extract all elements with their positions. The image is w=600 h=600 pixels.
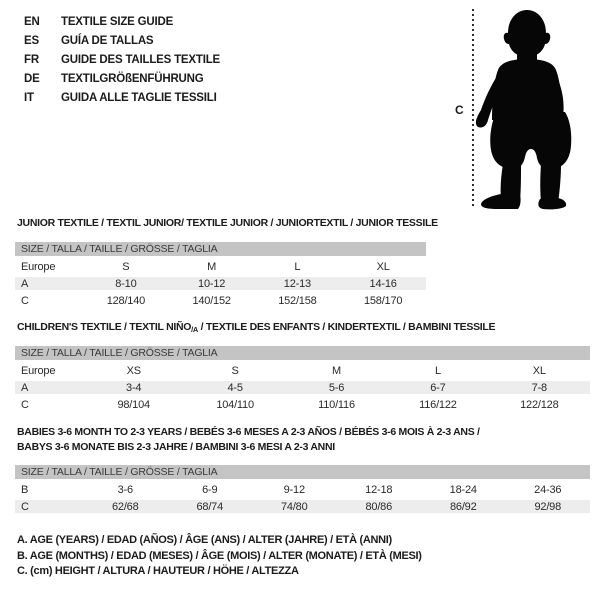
height-measure-label: C <box>455 103 464 117</box>
age-cell: 10-12 <box>198 277 226 290</box>
lang-row-it <box>24 89 220 108</box>
table-row-europe <box>15 260 426 273</box>
size-cell: XL <box>376 260 390 273</box>
height-cell: 122/128 <box>520 398 559 411</box>
lang-row-es <box>24 32 220 51</box>
age-cell: 7-8 <box>531 381 547 394</box>
row-label: A <box>21 277 29 290</box>
size-cell: S <box>231 364 239 377</box>
size-header-bar: SIZE / TALLA / TAILLE / GRÖSSE / TAGLIA <box>15 346 590 360</box>
age-cell: 18-24 <box>449 483 477 496</box>
row-label: C <box>21 294 29 307</box>
height-cell: 104/110 <box>216 398 254 411</box>
babies-size-table <box>15 465 590 517</box>
lang-code: IT <box>24 92 34 104</box>
children-title-pre: CHILDREN'S TEXTILE / TEXTIL NIÑO <box>17 321 192 333</box>
height-cell: 74/80 <box>280 500 308 513</box>
height-cell: 110/116 <box>318 398 355 411</box>
legend-line-a: A. AGE (YEARS) / EDAD (AÑOS) / ÂGE (ANS) / ALTER (JAHRE) / ETÀ (ANNI) <box>17 534 392 546</box>
height-cell: 68/74 <box>196 500 224 513</box>
size-cell: L <box>434 364 441 377</box>
row-label: Europe <box>21 260 56 273</box>
age-cell: 3-6 <box>117 483 133 496</box>
lang-code: DE <box>24 73 40 85</box>
row-label: B <box>21 483 29 496</box>
legend-line-b: B. AGE (MONTHS) / EDAD (MESES) / ÂGE (MOIS) / ALTER (MONATE) / ETÀ (MESI) <box>17 549 422 562</box>
row-label: Europe <box>21 364 56 377</box>
children-section-title <box>17 321 495 334</box>
size-cell: M <box>207 260 217 273</box>
row-label: C <box>21 398 29 411</box>
size-cell: XL <box>532 364 546 377</box>
row-label: C <box>21 500 29 513</box>
legend <box>17 533 422 580</box>
language-title-list <box>24 13 220 108</box>
lang-title: GUIDA ALLE TAGLIE TESSILI <box>61 92 217 104</box>
babies-section-title-line1: BABIES 3-6 MONTH TO 2-3 YEARS / BEBÉS 3-6 MESES A 2-3 AÑOS / BÉBÉS 3-6 MOIS À 2-3 ANS / <box>17 426 480 438</box>
height-cell: 98/104 <box>117 398 150 411</box>
children-title-sub: /A <box>191 325 199 334</box>
children-title-post: / TEXTILE DES ENFANTS / KINDERTEXTIL / BAMBINI TESSILE <box>198 321 496 333</box>
junior-size-table <box>15 242 426 311</box>
height-cell: 140/152 <box>192 294 231 307</box>
age-cell: 14-16 <box>369 277 397 290</box>
lang-row-fr <box>24 51 220 70</box>
table-row-age <box>15 277 426 290</box>
age-cell: 3-4 <box>126 381 142 394</box>
row-label: A <box>21 381 29 394</box>
lang-title: GUÍA DE TALLAS <box>61 35 154 47</box>
junior-section-title: JUNIOR TEXTILE / TEXTIL JUNIOR/ TEXTILE JUNIOR / JUNIORTEXTIL / JUNIOR TESSILE <box>17 217 438 229</box>
baby-silhouette-icon <box>468 8 595 210</box>
height-cell: 116/122 <box>419 398 457 411</box>
size-cell: S <box>122 260 130 273</box>
height-cell: 86/92 <box>449 500 477 513</box>
size-cell: M <box>332 364 341 377</box>
lang-title: TEXTILGRÖßENFÜHRUNG <box>61 73 204 85</box>
lang-code: FR <box>24 54 39 66</box>
height-cell: 80/86 <box>365 500 393 513</box>
lang-title: GUIDE DES TAILLES TEXTILE <box>61 54 220 66</box>
age-cell: 9-12 <box>283 483 305 496</box>
age-cell: 6-9 <box>202 483 218 496</box>
height-cell: 152/158 <box>278 294 317 307</box>
size-header-bar: SIZE / TALLA / TAILLE / GRÖSSE / TAGLIA <box>15 242 426 256</box>
lang-code: ES <box>24 35 39 47</box>
table-row-height <box>15 294 426 307</box>
table-row-age <box>15 381 590 394</box>
size-cell: XS <box>126 364 141 377</box>
table-row-height <box>15 398 590 411</box>
size-cell: L <box>294 260 301 273</box>
age-cell: 4-5 <box>227 381 243 394</box>
table-row-age-months <box>15 483 590 496</box>
babies-section-title-line2: BABYS 3-6 MONATE BIS 2-3 JAHRE / BAMBINI 3-6 MESI A 2-3 ANNI <box>17 441 335 453</box>
height-cell: 62/68 <box>111 500 139 513</box>
age-cell: 6-7 <box>430 381 446 394</box>
height-cell: 128/140 <box>106 294 146 307</box>
lang-title: TEXTILE SIZE GUIDE <box>61 16 174 28</box>
lang-row-en <box>24 13 220 32</box>
lang-row-de <box>24 70 220 89</box>
children-size-table <box>15 346 590 415</box>
height-cell: 92/98 <box>534 500 562 513</box>
table-row-height <box>15 500 590 513</box>
size-header-bar: SIZE / TALLA / TAILLE / GRÖSSE / TAGLIA <box>15 465 590 479</box>
table-row-europe <box>15 364 590 377</box>
age-cell: 12-13 <box>283 277 311 290</box>
legend-line-c: C. (cm) HEIGHT / ALTURA / HAUTEUR / HÖHE / ALTEZZA <box>17 565 299 577</box>
age-cell: 5-6 <box>328 381 345 394</box>
age-cell: 24-36 <box>534 483 562 496</box>
lang-code: EN <box>24 16 40 28</box>
height-cell: 158/170 <box>363 294 403 307</box>
age-cell: 12-18 <box>365 483 393 496</box>
age-cell: 8-10 <box>115 277 137 290</box>
